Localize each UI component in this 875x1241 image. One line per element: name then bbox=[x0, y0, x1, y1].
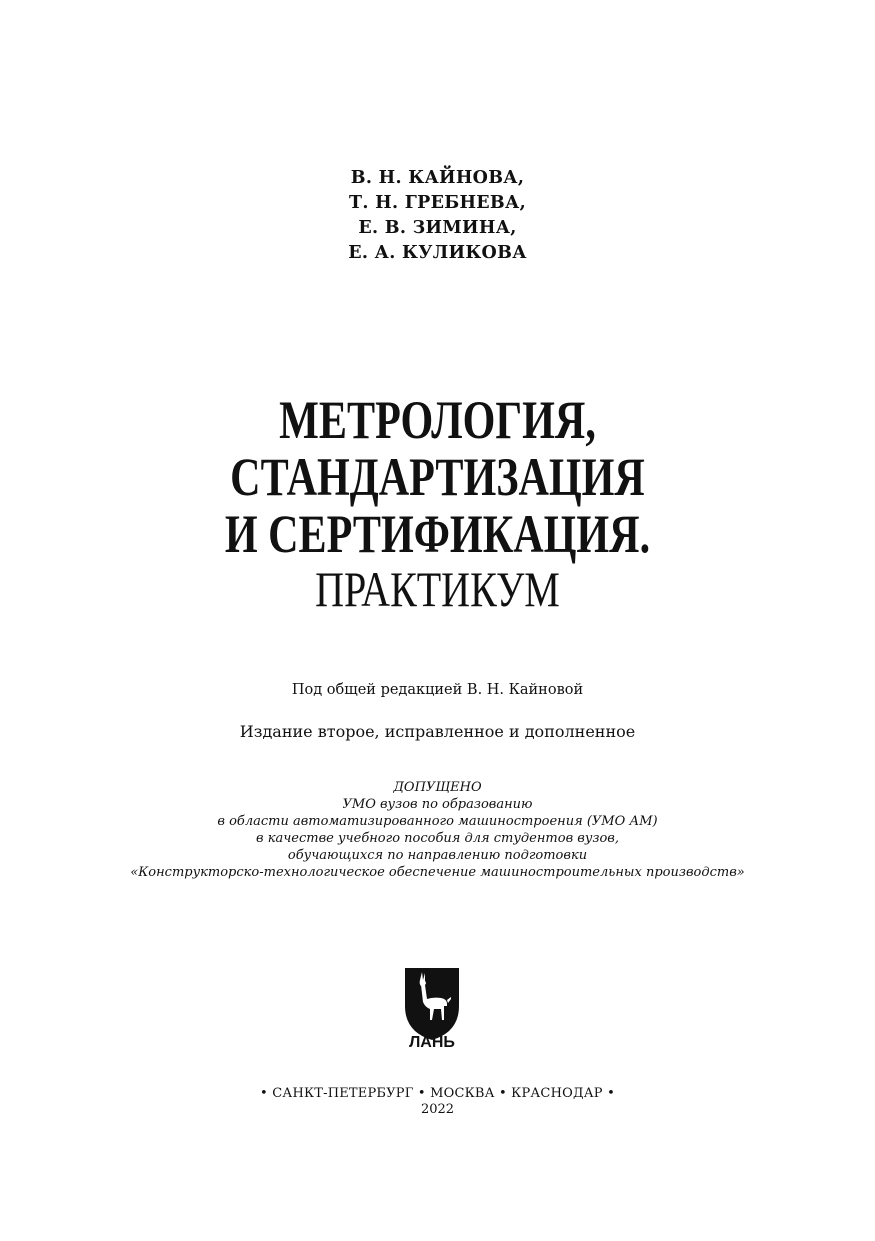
author-2: Т. Н. ГРЕБНЕВА, bbox=[349, 193, 526, 213]
approval-heading: ДОПУЩЕНО bbox=[393, 780, 482, 795]
publication-year: 2022 bbox=[420, 1102, 455, 1117]
publisher-logo-icon bbox=[403, 966, 461, 1048]
author-4: Е. А. КУЛИКОВА bbox=[348, 243, 527, 263]
title-line-1: МЕТРОЛОГИЯ, bbox=[279, 390, 596, 450]
edition-note: Издание второе, исправленное и дополненное bbox=[239, 722, 636, 741]
approval-line-4: обучающихся по направлению подготовки bbox=[287, 848, 588, 863]
approval-line-1: УМО вузов по образованию bbox=[342, 797, 533, 812]
approval-line-2: в области автоматизированного машиностроения (УМО АМ) bbox=[217, 814, 658, 829]
book-title bbox=[0, 392, 875, 615]
approval-stamp bbox=[0, 779, 875, 881]
publisher-logo-text: ЛАНЬ bbox=[409, 1034, 455, 1048]
author-3: Е. В. ЗИМИНА, bbox=[358, 218, 517, 238]
approval-line-3: в качестве учебного пособия для студентов вузов, bbox=[256, 831, 619, 846]
editor-note: Под общей редакцией В. Н. Кайновой bbox=[291, 682, 584, 698]
publisher-cities: • САНКТ-ПЕТЕРБУРГ • МОСКВА • КРАСНОДАР • bbox=[260, 1086, 615, 1101]
authors bbox=[0, 166, 875, 266]
approval-line-5: «Конструкторско-технологическое обеспечение машиностроительных производств» bbox=[130, 865, 745, 880]
title-line-2: СТАНДАРТИЗАЦИЯ bbox=[230, 447, 645, 507]
title-line-3: И СЕРТИФИКАЦИЯ. bbox=[224, 504, 651, 564]
author-1: В. Н. КАЙНОВА, bbox=[350, 168, 525, 188]
book-subtitle: ПРАКТИКУМ bbox=[315, 561, 560, 617]
